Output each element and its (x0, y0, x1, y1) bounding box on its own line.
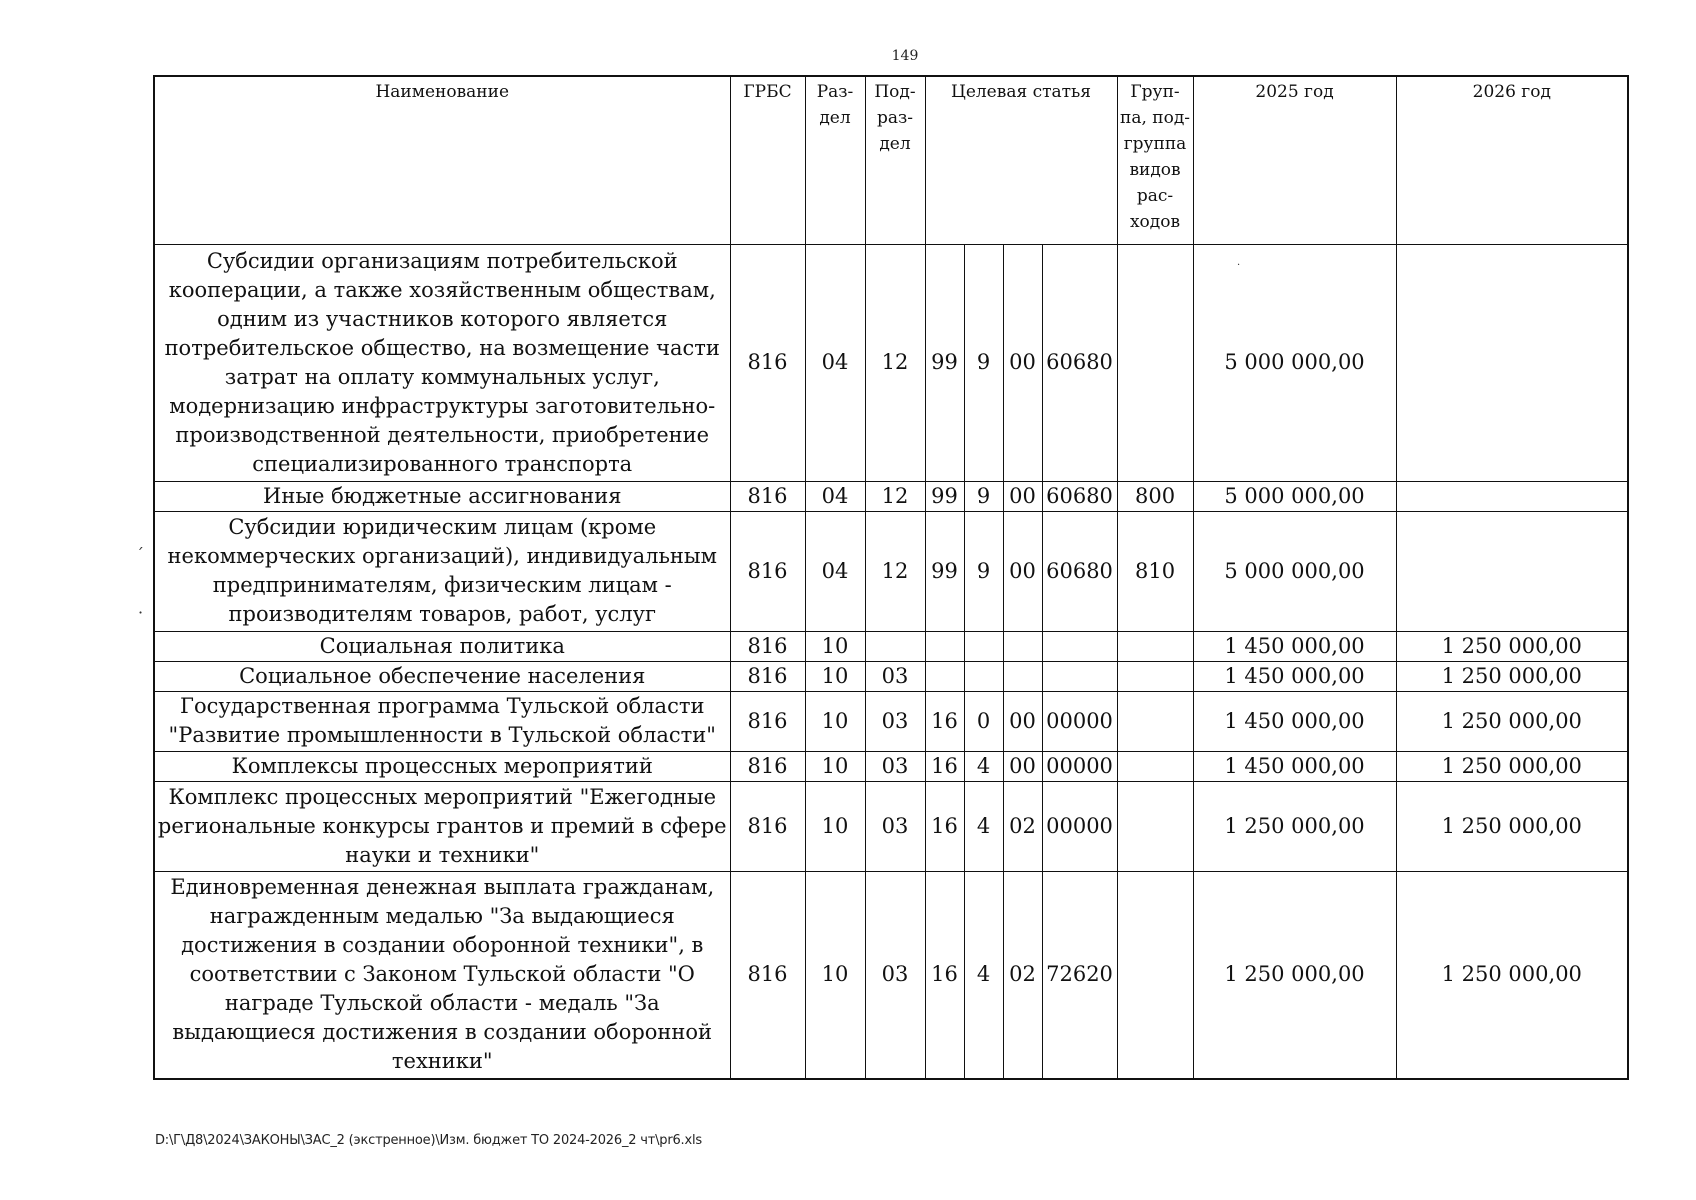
row-grbs: 816 (730, 871, 805, 1079)
row-amount-2026: 1 250 000,00 (1396, 781, 1628, 871)
table-row (154, 244, 1628, 481)
row-name: Государственная программа Тульской области "Развитие промышленности в Тульской области" (154, 691, 730, 751)
table-row (154, 751, 1628, 781)
table-row (154, 631, 1628, 661)
row-target-part-3: 02 (1003, 781, 1042, 871)
scan-speck-mark: · (138, 603, 144, 622)
row-expense-group (1117, 631, 1193, 661)
header-year-2026: 2026 год (1396, 76, 1628, 244)
row-target-part-4: 60680 (1042, 511, 1117, 631)
row-expense-group (1117, 781, 1193, 871)
row-name: Иные бюджетные ассигнования (154, 481, 730, 511)
row-target-part-2: 4 (964, 871, 1003, 1079)
row-target-part-2: 9 (964, 481, 1003, 511)
row-target-part-1: 16 (925, 691, 964, 751)
row-target-part-3: 00 (1003, 511, 1042, 631)
header-subsection: Под- раз- дел (865, 76, 925, 244)
row-amount-2026: 1 250 000,00 (1396, 871, 1628, 1079)
header-target-article: Целевая статья (925, 76, 1117, 244)
row-subsection: 03 (865, 751, 925, 781)
row-grbs: 816 (730, 781, 805, 871)
row-subsection: 03 (865, 691, 925, 751)
file-path-footer: D:\Г\Д8\2024\ЗАКОНЫ\ЗАС_2 (экстренное)\Изм. бюджет ТО 2024-2026_2 чт\pr6.xls (155, 1133, 702, 1148)
row-target-part-4: 00000 (1042, 691, 1117, 751)
row-target-part-1 (925, 631, 964, 661)
row-section: 10 (805, 751, 865, 781)
row-target-part-3: 02 (1003, 871, 1042, 1079)
row-expense-group (1117, 244, 1193, 481)
row-amount-2026: 1 250 000,00 (1396, 661, 1628, 691)
row-target-part-2: 9 (964, 244, 1003, 481)
header-section: Раз- дел (805, 76, 865, 244)
scan-speck-mark: ´ (136, 545, 144, 564)
row-amount-2026 (1396, 481, 1628, 511)
row-amount-2025: 5 000 000,00 (1193, 511, 1396, 631)
row-amount-2025: 1 450 000,00 (1193, 691, 1396, 751)
table-row (154, 661, 1628, 691)
row-target-part-2: 9 (964, 511, 1003, 631)
row-grbs: 816 (730, 751, 805, 781)
row-subsection: 03 (865, 871, 925, 1079)
row-target-part-4: 60680 (1042, 481, 1117, 511)
page-number: 149 (891, 48, 919, 64)
row-target-part-2: 4 (964, 751, 1003, 781)
row-grbs: 816 (730, 691, 805, 751)
row-target-part-1: 16 (925, 751, 964, 781)
row-name: Субсидии организациям потребительской кооперации, а также хозяйственным обществам, одним из участников которого является потребительское общество, на возмещение части затрат на оплату коммунальных услуг, модернизацию инфраструктуры заготовительно-производственной деятельности, приобретение специализированного транспорта (154, 244, 730, 481)
row-grbs: 816 (730, 481, 805, 511)
table-row (154, 781, 1628, 871)
row-target-part-1 (925, 661, 964, 691)
row-target-part-3 (1003, 631, 1042, 661)
row-amount-2025: 5 000 000,00 (1193, 481, 1396, 511)
header-expense-group: Груп- па, под- группа видов рас- ходов (1117, 76, 1193, 244)
row-amount-2025: 1 250 000,00 (1193, 871, 1396, 1079)
row-name: Субсидии юридическим лицам (кроме некоммерческих организаций), индивидуальным предпринимателям, физическим лицам - производителям товаров, работ, услуг (154, 511, 730, 631)
row-amount-2026: 1 250 000,00 (1396, 751, 1628, 781)
row-name: Социальная политика (154, 631, 730, 661)
row-subsection: 03 (865, 661, 925, 691)
row-section: 04 (805, 244, 865, 481)
row-target-part-2 (964, 661, 1003, 691)
row-target-part-2: 0 (964, 691, 1003, 751)
row-section: 10 (805, 631, 865, 661)
row-subsection: 12 (865, 244, 925, 481)
row-expense-group (1117, 871, 1193, 1079)
row-target-part-2 (964, 631, 1003, 661)
row-amount-2025: 5 000 000,00 (1193, 244, 1396, 481)
header-row (154, 76, 1628, 244)
header-name: Наименование (154, 76, 730, 244)
row-target-part-1: 16 (925, 871, 964, 1079)
row-grbs: 816 (730, 244, 805, 481)
row-section: 10 (805, 781, 865, 871)
row-name: Комплексы процессных мероприятий (154, 751, 730, 781)
table-row (154, 871, 1628, 1079)
row-target-part-4: 60680 (1042, 244, 1117, 481)
row-target-part-2: 4 (964, 781, 1003, 871)
row-subsection: 03 (865, 781, 925, 871)
row-target-part-3: 00 (1003, 244, 1042, 481)
row-target-part-4: 00000 (1042, 751, 1117, 781)
row-name: Единовременная денежная выплата гражданам, награжденным медалью "За выдающиеся достижения в создании оборонной техники", в соответствии с Законом Тульской области "О награде Тульской области - медаль "За выдающиеся достижения в создании оборонной техники" (154, 871, 730, 1079)
row-section: 10 (805, 691, 865, 751)
row-section: 04 (805, 481, 865, 511)
row-target-part-3: 00 (1003, 481, 1042, 511)
row-section: 04 (805, 511, 865, 631)
row-target-part-3 (1003, 661, 1042, 691)
row-target-part-4: 72620 (1042, 871, 1117, 1079)
row-section: 10 (805, 661, 865, 691)
row-grbs: 816 (730, 511, 805, 631)
row-target-part-1: 99 (925, 244, 964, 481)
row-target-part-4 (1042, 661, 1117, 691)
row-amount-2025: 1 450 000,00 (1193, 631, 1396, 661)
row-target-part-4 (1042, 631, 1117, 661)
row-amount-2026 (1396, 244, 1628, 481)
row-expense-group: 800 (1117, 481, 1193, 511)
row-amount-2025: 1 450 000,00 (1193, 661, 1396, 691)
row-target-part-1: 99 (925, 481, 964, 511)
row-target-part-1: 16 (925, 781, 964, 871)
row-grbs: 816 (730, 631, 805, 661)
row-name: Комплекс процессных мероприятий "Ежегодные региональные конкурсы грантов и премий в сфере науки и техники" (154, 781, 730, 871)
row-amount-2025: 1 450 000,00 (1193, 751, 1396, 781)
row-subsection (865, 631, 925, 661)
row-amount-2025: 1 250 000,00 (1193, 781, 1396, 871)
row-target-part-3: 00 (1003, 751, 1042, 781)
row-grbs: 816 (730, 661, 805, 691)
row-target-part-4: 00000 (1042, 781, 1117, 871)
row-expense-group: 810 (1117, 511, 1193, 631)
row-name: Социальное обеспечение населения (154, 661, 730, 691)
row-amount-2026: 1 250 000,00 (1396, 631, 1628, 661)
header-year-2025: 2025 год (1193, 76, 1396, 244)
row-amount-2026: 1 250 000,00 (1396, 691, 1628, 751)
row-section: 10 (805, 871, 865, 1079)
table-row (154, 691, 1628, 751)
row-expense-group (1117, 691, 1193, 751)
budget-table (153, 75, 1629, 1080)
row-amount-2026 (1396, 511, 1628, 631)
row-target-part-1: 99 (925, 511, 964, 631)
row-subsection: 12 (865, 481, 925, 511)
row-subsection: 12 (865, 511, 925, 631)
table-row (154, 511, 1628, 631)
table-row (154, 481, 1628, 511)
row-expense-group (1117, 751, 1193, 781)
scan-speck-mark: · (1237, 260, 1241, 271)
row-expense-group (1117, 661, 1193, 691)
header-grbs: ГРБС (730, 76, 805, 244)
row-target-part-3: 00 (1003, 691, 1042, 751)
